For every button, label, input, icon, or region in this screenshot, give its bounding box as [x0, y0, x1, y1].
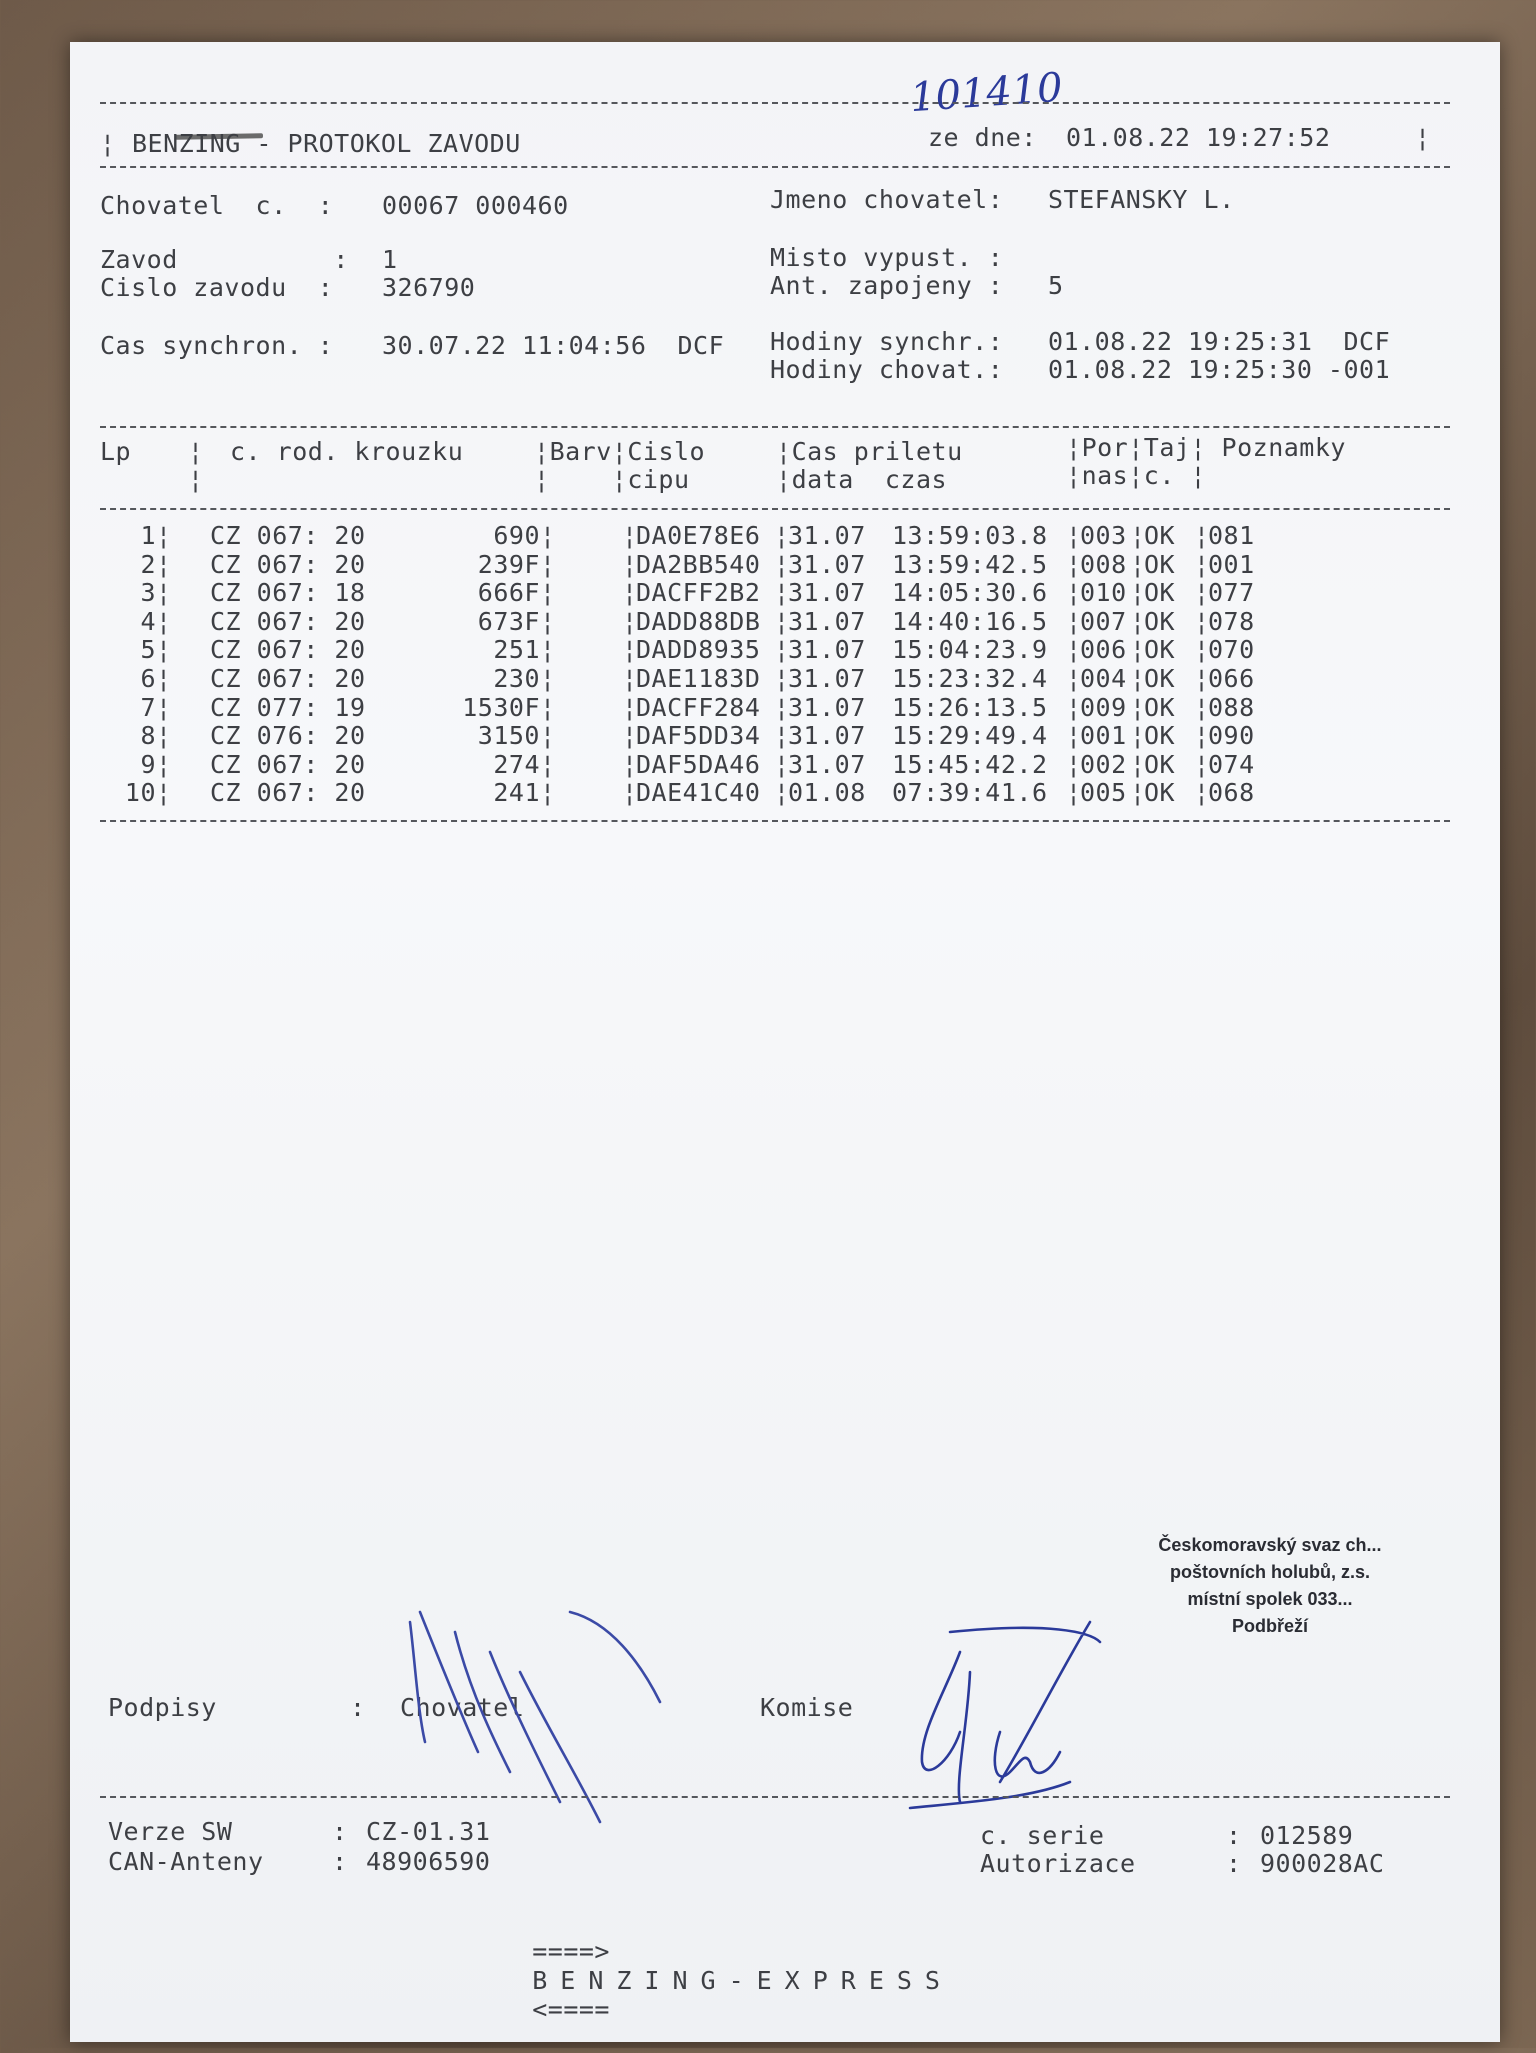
- row-lp-cell: 1: [140, 521, 156, 550]
- rule-table-bottom: [100, 820, 1450, 822]
- serial-label: c. serie: [980, 1821, 1105, 1850]
- row-time-cell: 07:39:41.6: [892, 778, 1048, 808]
- col-por-header-2: nas: [1081, 461, 1129, 490]
- column-separator: ¦: [156, 692, 172, 722]
- row-date-cell: 31.07: [788, 635, 866, 665]
- column-separator: ¦: [774, 749, 790, 779]
- column-separator: ¦: [774, 721, 790, 751]
- stamp-line-2: poštovních holubů, z.s.: [1170, 1562, 1370, 1582]
- row-ring-cell: CZ 067: 20: [210, 749, 366, 779]
- col-time-header-2: data czas: [791, 465, 948, 494]
- column-separator: ¦: [774, 778, 790, 808]
- column-separator: ¦: [622, 521, 638, 550]
- row-por-cell: 010: [1080, 578, 1127, 608]
- row-taj-cell: OK: [1144, 692, 1176, 722]
- row-ring-cell: CZ 076: 20: [210, 721, 366, 751]
- row-chip-cell: DADD8935: [636, 635, 761, 665]
- column-separator: ¦: [156, 749, 172, 779]
- sync-value: 30.07.22 11:04:56 DCF: [382, 331, 725, 360]
- race-value: 1: [382, 245, 398, 274]
- column-separator: ¦: [1194, 606, 1210, 636]
- column-separator: ¦: [540, 721, 556, 751]
- col-lp-header: Lp: [100, 437, 132, 466]
- col-color-header-text: Barv: [549, 437, 612, 466]
- breeder-name: STEFANSKY L.: [1048, 185, 1235, 214]
- stamp-line-3: místní spolek 033...: [1187, 1589, 1353, 1609]
- sw-label: Verze SW: [108, 1817, 233, 1846]
- column-separator: ¦: [1194, 549, 1210, 579]
- header-bar-right: ¦: [1415, 123, 1431, 152]
- column-separator: ¦: [774, 549, 790, 579]
- row-lp-cell: 8: [140, 721, 156, 751]
- row-date-cell: 01.08: [788, 778, 866, 808]
- row-taj-cell: OK: [1144, 578, 1176, 608]
- row-ring-cell: CZ 067: 20: [210, 549, 366, 579]
- col-ring-header: c. rod. krouzku: [230, 437, 464, 466]
- column-separator: ¦: [622, 749, 638, 779]
- col-color-header: ¦Barv¦Cislo: [534, 437, 706, 466]
- row-note-cell: 001: [1208, 549, 1255, 579]
- column-separator: ¦: [1130, 578, 1146, 608]
- row-time-cell: 15:26:13.5: [892, 692, 1048, 722]
- row-ring-cell: CZ 067: 20: [210, 606, 366, 636]
- breeder-no: 00067 000460: [382, 191, 569, 220]
- column-separator: ¦: [1194, 578, 1210, 608]
- auth-colon: :: [1226, 1849, 1242, 1878]
- row-ring-cell: CZ 067: 20: [210, 521, 366, 550]
- column-separator: ¦: [156, 578, 172, 608]
- col-por-header-text: Por: [1081, 433, 1129, 462]
- row-chip-cell: DADD88DB: [636, 606, 761, 636]
- row-num-cell: 274: [493, 749, 540, 779]
- sw-value: CZ-01.31: [366, 1817, 491, 1846]
- row-ring-cell: CZ 067: 20: [210, 664, 366, 693]
- row-ring-cell: CZ 067: 18: [210, 578, 366, 608]
- column-separator: ¦: [622, 606, 638, 636]
- column-separator: ¦: [622, 549, 638, 579]
- clock-sync-label: Hodiny synchr.:: [770, 327, 1004, 356]
- row-por-cell: 009: [1080, 692, 1127, 722]
- header-bar-left: ¦: [100, 129, 116, 158]
- column-separator: ¦: [540, 549, 556, 579]
- row-time-cell: 13:59:03.8: [892, 521, 1048, 550]
- row-note-cell: 081: [1208, 521, 1255, 550]
- row-date-cell: 31.07: [788, 606, 866, 636]
- serial-value: 012589: [1260, 1821, 1354, 1850]
- column-separator: ¦: [774, 664, 790, 693]
- row-num-cell: 3150: [477, 721, 540, 751]
- serial-colon: :: [1226, 1821, 1242, 1850]
- race-no-label: Cislo zavodu :: [100, 273, 334, 302]
- row-time-cell: 15:23:32.4: [892, 664, 1048, 693]
- row-note-cell: 074: [1208, 749, 1255, 779]
- signature-breeder-label: Chovatel: [400, 1693, 525, 1722]
- column-separator: ¦: [1066, 721, 1082, 751]
- row-time-cell: 15:45:42.2: [892, 749, 1048, 779]
- column-separator: ¦: [540, 635, 556, 665]
- column-separator: ¦: [156, 778, 172, 808]
- column-separator: ¦: [622, 692, 638, 722]
- row-time-cell: 13:59:42.5: [892, 549, 1048, 579]
- row-lp-cell: 7: [140, 692, 156, 722]
- row-chip-cell: DAF5DA46: [636, 749, 761, 779]
- row-note-cell: 088: [1208, 692, 1255, 722]
- column-separator: ¦: [622, 721, 638, 751]
- clock-breeder-value: 01.08.22 19:25:30 -001: [1048, 355, 1391, 384]
- rule-table-header: [100, 508, 1450, 510]
- race-no: 326790: [382, 273, 476, 302]
- rule-header: [100, 166, 1450, 168]
- column-separator: ¦: [156, 521, 172, 550]
- column-separator: ¦: [156, 606, 172, 636]
- antennas-value: 5: [1048, 271, 1064, 300]
- breeder-signature: [400, 1542, 700, 1832]
- row-lp-cell: 3: [140, 578, 156, 608]
- table-header-row2b: ¦data czas: [776, 465, 948, 494]
- row-num-cell: 673F: [477, 606, 540, 636]
- col-time-header-text: Cas priletu: [791, 437, 963, 466]
- row-taj-cell: OK: [1144, 721, 1176, 751]
- clock-sync-value: 01.08.22 19:25:31 DCF: [1048, 327, 1391, 356]
- row-time-cell: 15:29:49.4: [892, 721, 1048, 751]
- row-por-cell: 001: [1080, 721, 1127, 751]
- column-separator: ¦: [622, 664, 638, 693]
- column-separator: ¦: [1066, 664, 1082, 693]
- column-separator: ¦: [156, 549, 172, 579]
- column-separator: ¦: [774, 606, 790, 636]
- table-header-row2c: ¦nas¦c. ¦: [1066, 461, 1206, 490]
- column-separator: ¦: [156, 635, 172, 665]
- column-separator: ¦: [540, 521, 556, 550]
- column-separator: ¦: [1066, 778, 1082, 808]
- row-chip-cell: DA0E78E6: [636, 521, 761, 550]
- column-separator: ¦: [1194, 692, 1210, 722]
- signatures-label: Podpisy: [108, 1693, 217, 1722]
- stamp-line-4: Podbřeží: [1231, 1616, 1308, 1636]
- row-taj-cell: OK: [1144, 549, 1176, 579]
- col-por-header: ¦Por¦Taj¦ Poznamky: [1066, 433, 1346, 462]
- sync-label: Cas synchron. :: [100, 331, 334, 360]
- column-separator: ¦: [1130, 749, 1146, 779]
- column-separator: ¦: [774, 635, 790, 665]
- column-separator: ¦: [1194, 749, 1210, 779]
- row-time-cell: 14:40:16.5: [892, 606, 1048, 636]
- row-date-cell: 31.07: [788, 749, 866, 779]
- col-chip-header: Cislo: [627, 437, 706, 466]
- row-por-cell: 005: [1080, 778, 1127, 808]
- column-separator: ¦: [774, 521, 790, 550]
- column-separator: ¦: [1130, 778, 1146, 808]
- rule-footer: [100, 1796, 1450, 1798]
- column-separator: ¦: [1194, 664, 1210, 693]
- row-lp-cell: 2: [140, 549, 156, 579]
- column-separator: ¦: [540, 664, 556, 693]
- rule-table-top: [100, 426, 1450, 428]
- row-chip-cell: DAF5DD34: [636, 721, 761, 751]
- row-num-cell: 251: [493, 635, 540, 665]
- row-chip-cell: DA2BB540: [636, 549, 761, 579]
- rule-top: [100, 102, 1450, 104]
- row-date-cell: 31.07: [788, 549, 866, 579]
- commission-signature: [850, 1612, 1170, 1832]
- column-separator: ¦: [622, 578, 638, 608]
- column-separator: ¦: [540, 692, 556, 722]
- table-header-row2a: ¦ ¦cipu: [534, 465, 690, 494]
- column-separator: ¦: [156, 721, 172, 751]
- col-sep: ¦: [188, 437, 204, 466]
- protocol-title: BENZING - PROTOKOL ZAVODU: [132, 129, 521, 158]
- row-taj-cell: OK: [1144, 635, 1176, 665]
- can-value: 48906590: [366, 1847, 491, 1876]
- row-taj-cell: OK: [1144, 749, 1176, 779]
- row-ring-cell: CZ 077: 19: [210, 692, 366, 722]
- column-separator: ¦: [540, 749, 556, 779]
- row-date-cell: 31.07: [788, 578, 866, 608]
- row-note-cell: 090: [1208, 721, 1255, 751]
- column-separator: ¦: [1066, 635, 1082, 665]
- row-por-cell: 004: [1080, 664, 1127, 693]
- column-separator: ¦: [1066, 606, 1082, 636]
- express-text: BENZING-EXPRESS: [532, 1966, 953, 1995]
- express-banner: [470, 1908, 953, 2053]
- release-place-label: Misto vypust. :: [770, 243, 1004, 272]
- auth-value: 900028AC: [1260, 1849, 1385, 1878]
- row-lp-cell: 4: [140, 606, 156, 636]
- row-taj-cell: OK: [1144, 778, 1176, 808]
- column-separator: ¦: [1194, 721, 1210, 751]
- row-date-cell: 31.07: [788, 664, 866, 693]
- clock-breeder-label: Hodiny chovat.:: [770, 355, 1004, 384]
- row-por-cell: 008: [1080, 549, 1127, 579]
- column-separator: ¦: [1194, 635, 1210, 665]
- row-lp-cell: 5: [140, 635, 156, 665]
- column-separator: ¦: [1130, 549, 1146, 579]
- row-chip-cell: DAE41C40: [636, 778, 761, 808]
- col-notes-header: Poznamky: [1221, 433, 1346, 462]
- row-note-cell: 068: [1208, 778, 1255, 808]
- breeder-name-label: Jmeno chovatel:: [770, 185, 1004, 214]
- row-num-cell: 239F: [477, 549, 540, 579]
- race-label: Zavod :: [100, 245, 349, 274]
- column-separator: ¦: [774, 692, 790, 722]
- column-separator: ¦: [156, 664, 172, 693]
- row-note-cell: 077: [1208, 578, 1255, 608]
- column-separator: ¦: [1130, 664, 1146, 693]
- row-lp-cell: 9: [140, 749, 156, 779]
- express-right-arrow: <====: [532, 1995, 610, 2024]
- row-num-cell: 690: [493, 521, 540, 550]
- row-chip-cell: DAE1183D: [636, 664, 761, 693]
- express-left-arrow: ====>: [532, 1937, 610, 1966]
- row-num-cell: 666F: [477, 578, 540, 608]
- column-separator: ¦: [1066, 549, 1082, 579]
- row-num-cell: 1530F: [462, 692, 540, 722]
- row-por-cell: 003: [1080, 521, 1127, 550]
- column-separator: ¦: [1066, 692, 1082, 722]
- row-note-cell: 070: [1208, 635, 1255, 665]
- row-taj-cell: OK: [1144, 521, 1176, 550]
- row-num-cell: 241: [493, 778, 540, 808]
- row-por-cell: 002: [1080, 749, 1127, 779]
- can-colon: :: [332, 1847, 348, 1876]
- breeder-no-label: Chovatel c. :: [100, 191, 334, 220]
- signatures-colon: :: [350, 1693, 366, 1722]
- column-separator: ¦: [540, 778, 556, 808]
- col-sep: ¦: [188, 465, 204, 494]
- column-separator: ¦: [1066, 578, 1082, 608]
- date-label: ze dne:: [928, 123, 1037, 152]
- row-time-cell: 15:04:23.9: [892, 635, 1048, 665]
- column-separator: ¦: [1066, 749, 1082, 779]
- col-taj-header-2: c.: [1143, 461, 1175, 490]
- row-chip-cell: DACFF2B2: [636, 578, 761, 608]
- column-separator: ¦: [540, 578, 556, 608]
- row-por-cell: 007: [1080, 606, 1127, 636]
- row-ring-cell: CZ 067: 20: [210, 778, 366, 808]
- column-separator: ¦: [1194, 521, 1210, 550]
- column-separator: ¦: [1194, 778, 1210, 808]
- row-date-cell: 31.07: [788, 721, 866, 751]
- row-ring-cell: CZ 067: 20: [210, 635, 366, 665]
- signature-commission-label: Komise: [760, 1693, 854, 1722]
- row-taj-cell: OK: [1144, 664, 1176, 693]
- col-chip-header-2: cipu: [627, 465, 690, 494]
- col-time-header: ¦Cas priletu: [776, 437, 963, 466]
- table-header-row1: [100, 438, 131, 466]
- race-protocol-sheet: [70, 42, 1500, 2042]
- row-chip-cell: DACFF284: [636, 692, 761, 722]
- column-separator: ¦: [1066, 521, 1082, 550]
- column-separator: ¦: [1130, 692, 1146, 722]
- column-separator: ¦: [622, 778, 638, 808]
- column-separator: ¦: [774, 578, 790, 608]
- col-taj-header: Taj: [1143, 433, 1191, 462]
- row-note-cell: 066: [1208, 664, 1255, 693]
- row-date-cell: 31.07: [788, 692, 866, 722]
- row-num-cell: 230: [493, 664, 540, 693]
- column-separator: ¦: [540, 606, 556, 636]
- row-lp-cell: 10: [124, 778, 156, 808]
- date-value: 01.08.22 19:27:52: [1066, 123, 1331, 152]
- row-taj-cell: OK: [1144, 606, 1176, 636]
- row-lp-cell: 6: [140, 664, 156, 693]
- antennas-label: Ant. zapojeny :: [770, 271, 1004, 300]
- column-separator: ¦: [622, 635, 638, 665]
- column-separator: ¦: [1130, 606, 1146, 636]
- row-time-cell: 14:05:30.6: [892, 578, 1048, 608]
- column-separator: ¦: [1130, 721, 1146, 751]
- sw-colon: :: [332, 1817, 348, 1846]
- handwritten-number: 101410: [908, 64, 1065, 122]
- column-separator: ¦: [1130, 635, 1146, 665]
- auth-label: Autorizace: [980, 1849, 1136, 1878]
- column-separator: ¦: [1130, 521, 1146, 550]
- can-label: CAN-Anteny: [108, 1847, 264, 1876]
- row-por-cell: 006: [1080, 635, 1127, 665]
- stamp-line-1: Českomoravský svaz ch...: [1158, 1535, 1382, 1555]
- row-date-cell: 31.07: [788, 521, 866, 550]
- row-note-cell: 078: [1208, 606, 1255, 636]
